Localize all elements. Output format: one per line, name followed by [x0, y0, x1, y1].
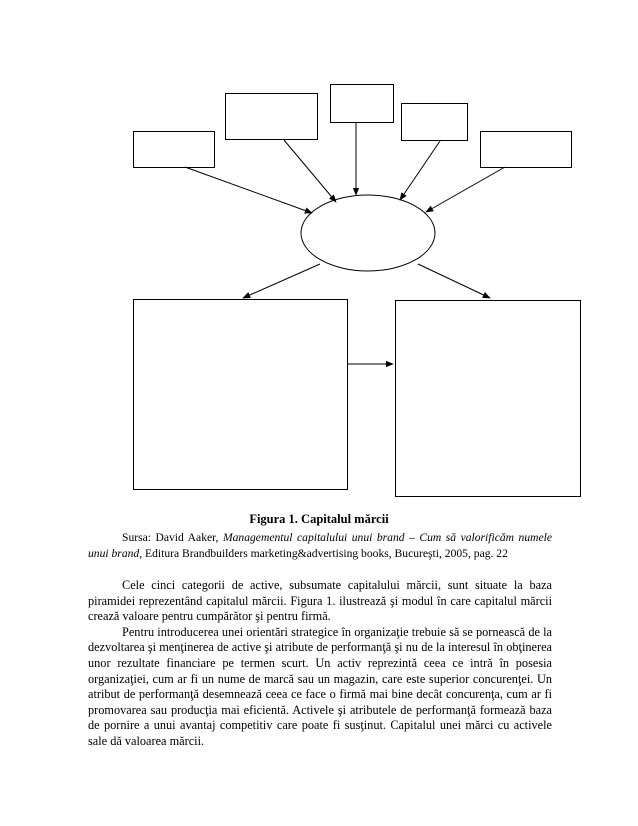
arrow-to-firm-value — [418, 264, 490, 298]
arrow-asset-1 — [185, 167, 312, 213]
asset-box-2 — [226, 94, 318, 140]
asset-box-4 — [402, 104, 468, 141]
source-title: Managementul capitalului unui brand – Cum să valorificăm numele unui brand — [88, 531, 553, 560]
paragraph-1: Cele cinci categorii de active, subsumate capitalului mărcii, sunt situate la baza piramidei reprezentând capitalul mărcii. Figura 1. ilustrează şi modul în care capitalul mărcii crează valoare pentru cumpărător şi pentru firmă. — [88, 578, 552, 624]
firm-value-box — [396, 301, 581, 497]
arrow-to-customer-value — [243, 264, 320, 298]
customer-value-box — [134, 300, 348, 490]
figure-caption: Figura 1. Capitalul mărcii — [249, 512, 389, 526]
body-text — [88, 578, 552, 750]
asset-box-1 — [134, 132, 215, 168]
asset-box-3 — [331, 85, 394, 123]
arrow-asset-4 — [400, 141, 440, 200]
arrow-asset-5 — [426, 167, 505, 212]
brand-equity-ellipse — [301, 195, 435, 271]
source-suffix: , Editura Brandbuilders marketing&advertising books, Bucureşti, 2005, pag. 22 — [139, 547, 508, 560]
figure-source — [88, 530, 552, 562]
arrow-asset-2 — [284, 140, 336, 202]
source-prefix: Sursa: David Aaker, — [122, 531, 223, 544]
asset-box-5 — [481, 132, 572, 168]
paragraph-2: Pentru introducerea unei orientări strategice în organizaţie trebuie să se pornească de la dezvoltarea şi menţinerea de active şi atribute de performanţă şi nu de la interesul în obţinerea unor rezultate financiare pe termen scurt. Un activ reprezintă ceea ce intră în posesia organizaţiei, cum ar fi un nume de marcă sau un magazin, care este superior concurenţei. Un atribut de performanţă desemnează ceea ce face o firmă mai bine decât concurenţa, cum ar fi promovarea sau producţia mai eficientă. Activele şi atributele de performanţă formează baza de pornire a unui avantaj competitiv care poate fi susţinut. Capitalul unei mărci cu activele sale dă valoarea mărcii. — [88, 624, 552, 748]
